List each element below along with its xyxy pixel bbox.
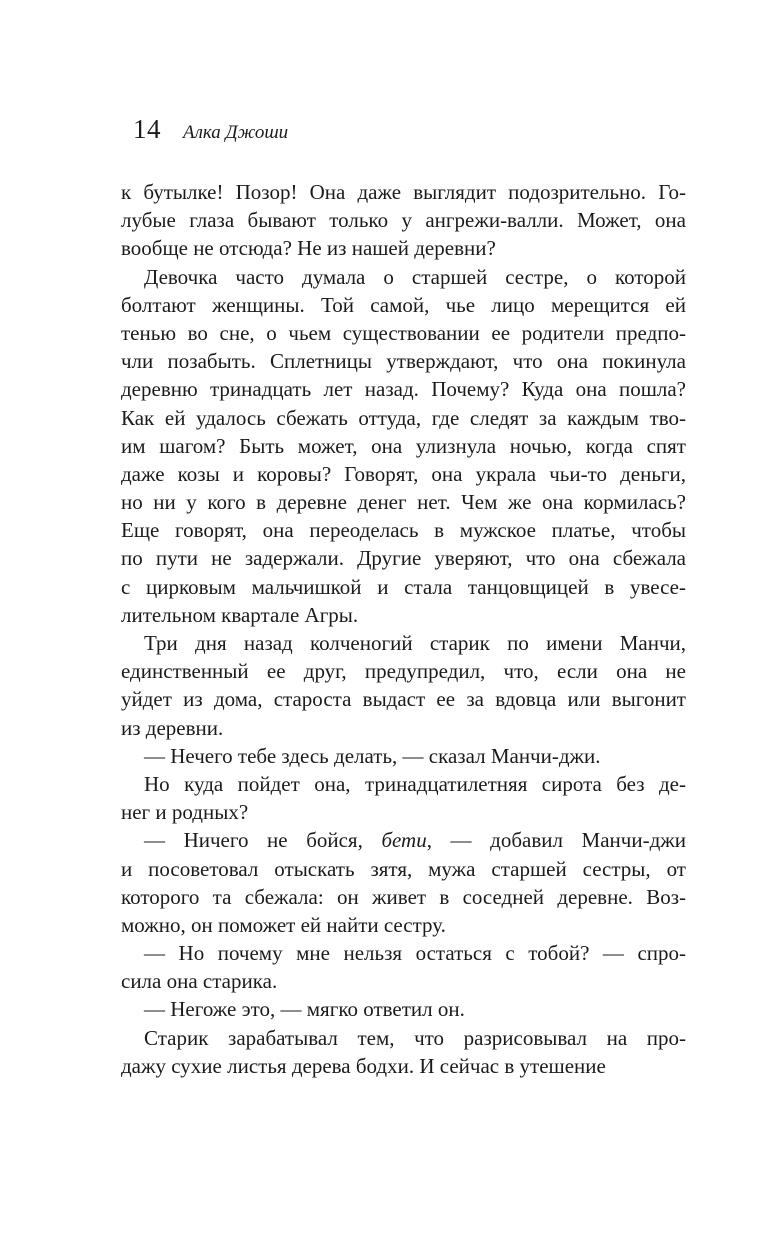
text-line: даже козы и коровы? Говорят, она украла чьи-то деньги,	[121, 461, 686, 486]
text-line: — Но почему мне нельзя остаться с тобой? — спро-	[144, 941, 686, 966]
text-line: и посоветовал отыскать зятя, мужа старшей сестры, от	[121, 856, 686, 881]
text-line: к бутылке! Позор! Она даже выглядит подозрительно. Го-	[121, 180, 686, 204]
text-segment: — Ничего не бойся,	[144, 828, 382, 853]
text-line: Еще говорят, она переоделась в мужское платье, чтобы	[121, 518, 686, 543]
text-line: можно, он поможет ей найти сестру.	[121, 912, 446, 937]
text-line: нег и родных?	[121, 800, 249, 825]
text-line: вообще не отсюда? Не из нашей деревни?	[121, 236, 496, 261]
text-line: сила она старика.	[121, 969, 278, 994]
text-line: чли позабыть. Сплетницы утверждают, что она покинула	[121, 349, 686, 374]
text-line: тенью во сне, о чьем существовании ее родители предпо-	[121, 320, 686, 345]
body-text	[121, 178, 686, 1080]
text-line: деревню тринадцать лет назад. Почему? Куда она пошла?	[121, 377, 686, 402]
italic-term: бети	[381, 828, 427, 853]
text-line: лубые глаза бывают только у ангрежи-валли. Может, она	[121, 208, 686, 233]
text-line: болтают женщины. Той самой, чье лицо мерещится ей	[121, 292, 686, 317]
text-line: уйдет из дома, староста выдаст ее за вдовца или выгонит	[121, 687, 686, 712]
text-line: с цирковым мальчишкой и стала танцовщицей в увесе-	[121, 574, 686, 599]
text-line: — Нечего тебе здесь делать, — сказал Манчи-джи.	[144, 743, 601, 768]
text-line: Три дня назад колченогий старик по имени Манчи,	[144, 631, 686, 655]
text-line: но ни у кого в деревне денег нет. Чем же она кормилась?	[121, 490, 686, 515]
running-title: Алка Джоши	[183, 122, 289, 143]
text-line: Но куда пойдет она, тринадцатилетняя сирота без де-	[144, 771, 686, 796]
text-line: — Негоже это, — мягко ответил он.	[144, 997, 465, 1022]
text-line: лительном квартале Агры.	[121, 602, 359, 627]
text-line: Старик зарабатывал тем, что разрисовывал на про-	[144, 1025, 686, 1050]
page-header	[133, 116, 288, 143]
text-line: им шагом? Быть может, она улизнула ночью, когда спят	[121, 433, 686, 458]
text-line	[121, 826, 686, 854]
page-number: 14	[133, 114, 161, 144]
text-line: дажу сухие листья дерева бодхи. И сейчас в утешение	[121, 1053, 606, 1078]
text-line: по пути не задержали. Другие уверяют, что она сбежала	[121, 546, 686, 571]
text-line: Девочка часто думала о старшей сестре, о которой	[144, 264, 686, 289]
text-line: единственный ее друг, предупредил, что, если она не	[121, 659, 686, 684]
text-line: Как ей удалось сбежать оттуда, где следят за каждым тво-	[121, 405, 686, 430]
text-segment: , — добавил Манчи-джи	[426, 828, 687, 853]
text-line: которого та сбежала: он живет в соседней деревне. Воз-	[121, 884, 686, 909]
text-line: из деревни.	[121, 715, 224, 740]
